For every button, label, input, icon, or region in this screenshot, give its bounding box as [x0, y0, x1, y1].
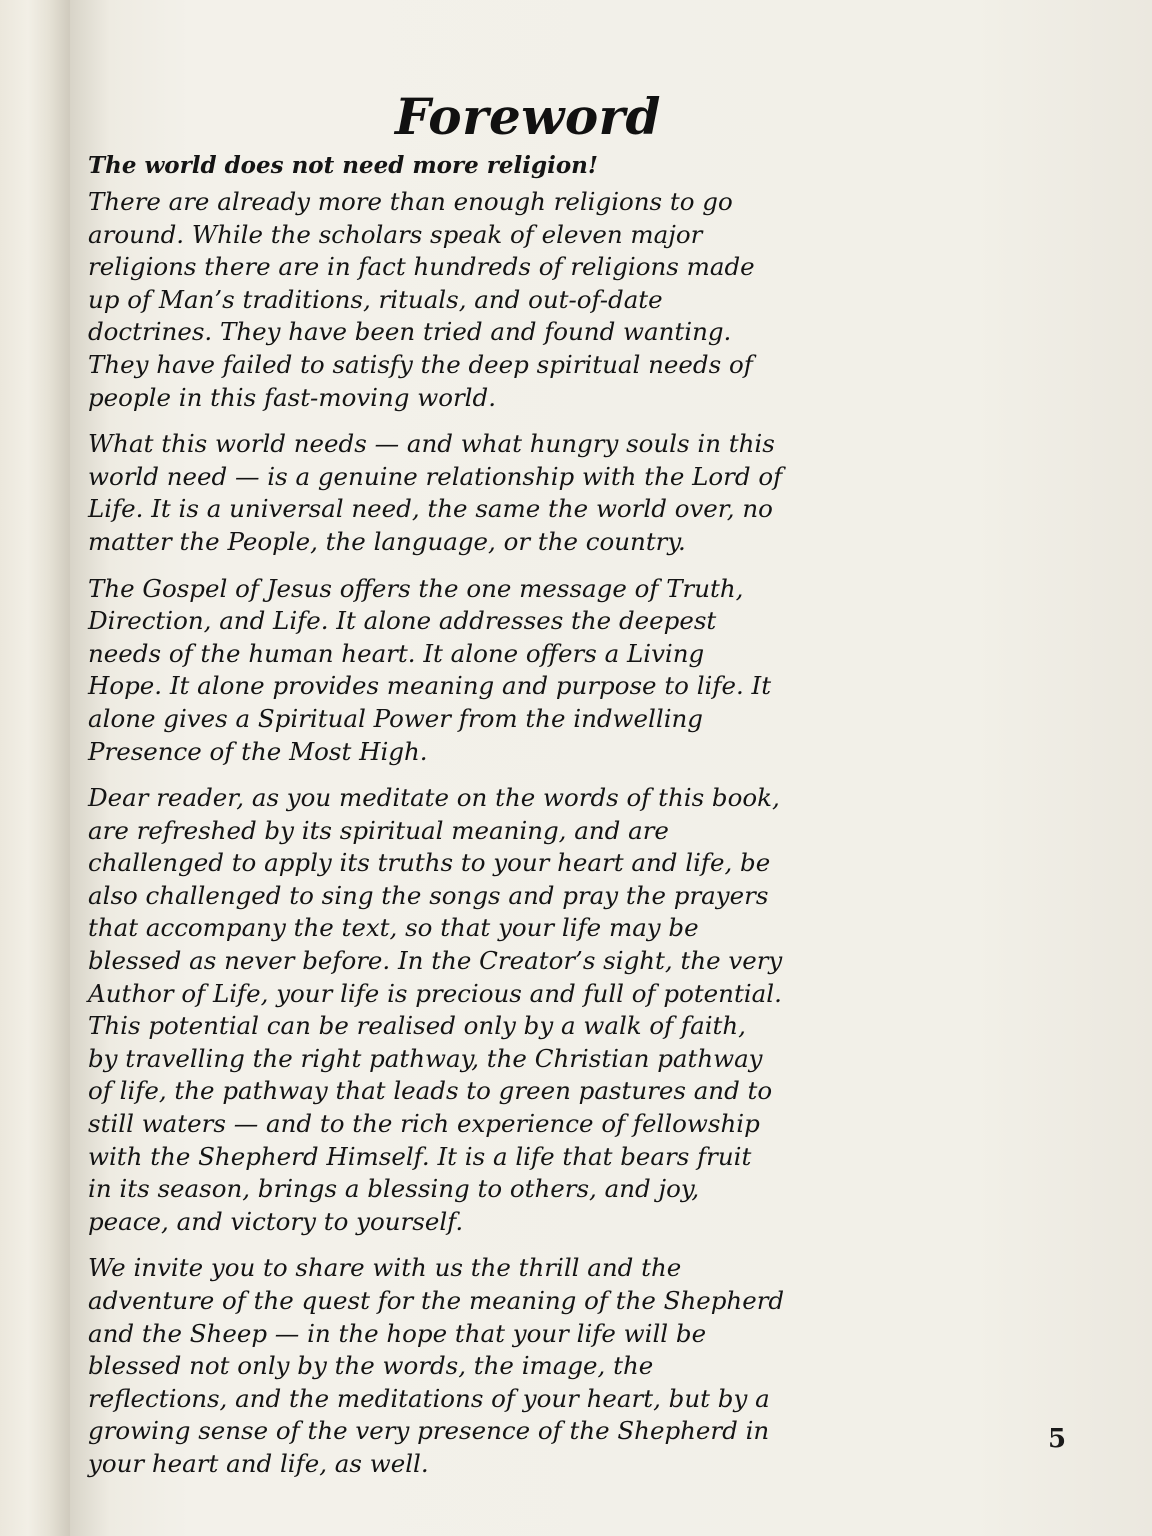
- book-spine-shadow: [0, 0, 70, 1536]
- page-number: 5: [1048, 1424, 1067, 1454]
- paragraph-2: What this world needs — and what hungry souls in this world need — is a genuine relationship with the Lord of Life. It is a universal need, the same the world over, no matter the People, the language, or the country.: [88, 429, 783, 556]
- lead-sentence: The world does not need more religion!: [88, 152, 598, 179]
- paragraph-3: The Gospel of Jesus offers the one message of Truth, Direction, and Life. It alone addresses the deepest needs of the human heart. It alone offers a Living Hope. It alone provides meaning and purpose to life. It alone gives a Spiritual Power from the indwelling Presence of the Most High.: [88, 573, 772, 766]
- paragraph-5: We invite you to share with us the thrill and the adventure of the quest for the meaning of the Shepherd and the Sheep — in the hope that your life will be blessed not only by the words, the image, the reflections, and the meditations of your heart, but by a growing sense of the very presence of the Shepherd in your heart and life, as well.: [88, 1253, 785, 1478]
- foreword-content: [88, 86, 888, 1495]
- page-title: Foreword: [395, 87, 661, 146]
- paragraph-4: Dear reader, as you meditate on the words of this book, are refreshed by its spiritual meaning, and are challenged to apply its truths to your heart and life, be also challenged to sing the songs and pray the prayers that accompany the text, so that your life may be blessed as never before. In the Creator’s sight, the very Author of Life, your life is precious and full of potential. This potential can be realised only by a walk of faith, by travelling the right pathway, the Christian pathway of life, the pathway that leads to green pastures and to still waters — and to the rich experience of fellowship with the Shepherd Himself. It is a life that bears fruit in its season, brings a blessing to others, and joy, peace, and victory to yourself.: [88, 783, 783, 1236]
- paragraph-1: There are already more than enough religions to go around. While the scholars speak of eleven major religions there are in fact hundreds of religions made up of Man’s traditions, rituals, and out-of-date doctrines. They have been tried and found wanting. They have failed to satisfy the deep spiritual needs of people in this fast-moving world.: [88, 187, 755, 412]
- bleed-through-text: [970, 100, 1152, 1500]
